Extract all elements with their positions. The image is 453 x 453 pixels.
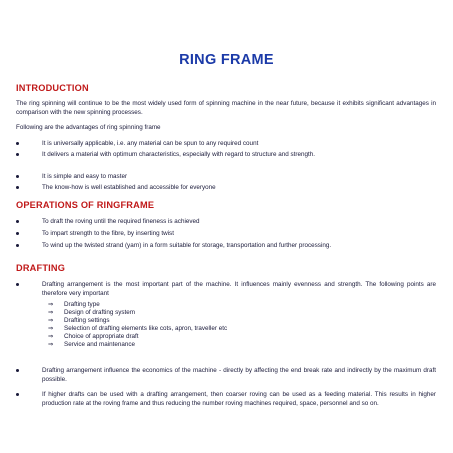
bullet-icon — [16, 369, 19, 372]
list-item-text: Drafting arrangement influence the economics of the machine - directly by affecting the end break rate and indirectly by the maximum draft possible. — [42, 367, 436, 383]
arrow-icon: ⇒ — [48, 333, 54, 340]
arrow-icon: ⇒ — [48, 325, 54, 332]
arrow-icon: ⇒ — [48, 317, 54, 324]
bullet-icon — [16, 220, 19, 223]
list-item-text: To impart strength to the fibre, by inserting twist — [42, 230, 174, 237]
page-title: RING FRAME — [179, 52, 274, 68]
list-item-text: To wind up the twisted strand (yarn) in a form suitable for storage, transportation and further processing. — [42, 242, 332, 249]
bullet-icon — [16, 186, 19, 189]
list-item-text: It is simple and easy to master — [42, 173, 128, 180]
list-item-text: If higher drafts can be used with a drafting arrangement, then coarser roving can be used as a feeding material. This results in higher production rate at the roving frame and thus reducing the number roving machines required, space, personnel and so on. — [42, 391, 436, 407]
arrow-icon: ⇒ — [48, 301, 54, 308]
operations-heading: OPERATIONS OF RINGFRAME — [16, 200, 155, 210]
list-item-text: Drafting arrangement is the most important part of the machine. It influences mainly evenness and strength. The following points are therefore very important — [42, 281, 436, 297]
list-item-text: To draft the roving until the required fineness is achieved — [42, 218, 200, 225]
bullet-icon — [16, 153, 19, 156]
list-item-text: The know-how is well established and accessible for everyone — [42, 184, 216, 191]
bullet-icon — [16, 232, 19, 235]
arrow-icon: ⇒ — [48, 341, 54, 348]
sub-list-item-text: Service and maintenance — [64, 341, 136, 348]
introduction-heading: INTRODUCTION — [16, 83, 89, 93]
bullet-icon — [16, 283, 19, 286]
sub-list-item-text: Drafting type — [64, 301, 100, 308]
bullet-icon — [16, 244, 19, 247]
sub-list-item-text: Drafting settings — [64, 317, 110, 324]
list-item-text: It delivers a material with optimum characteristics, especially with regard to structure and strength. — [42, 151, 315, 158]
list-item-text: It is universally applicable, i.e. any material can be spun to any required count — [42, 140, 259, 147]
drafting-heading: DRAFTING — [16, 263, 66, 273]
bullet-icon — [16, 393, 19, 396]
arrow-icon: ⇒ — [48, 309, 54, 316]
bullet-icon — [16, 142, 19, 145]
sub-list-item-text: Choice of appropriate draft — [64, 333, 139, 340]
sub-list-item-text: Design of drafting system — [64, 309, 136, 316]
bullet-icon — [16, 175, 19, 178]
sub-list-item-text: Selection of drafting elements like cots, apron, traveller etc — [64, 325, 228, 332]
advantages-intro: Following are the advantages of ring spinning frame — [16, 124, 161, 131]
introduction-paragraph: The ring spinning will continue to be the most widely used form of spinning machine in the near future, because it exhibits significant advantages in comparison with the new spinning processes. — [16, 100, 436, 116]
